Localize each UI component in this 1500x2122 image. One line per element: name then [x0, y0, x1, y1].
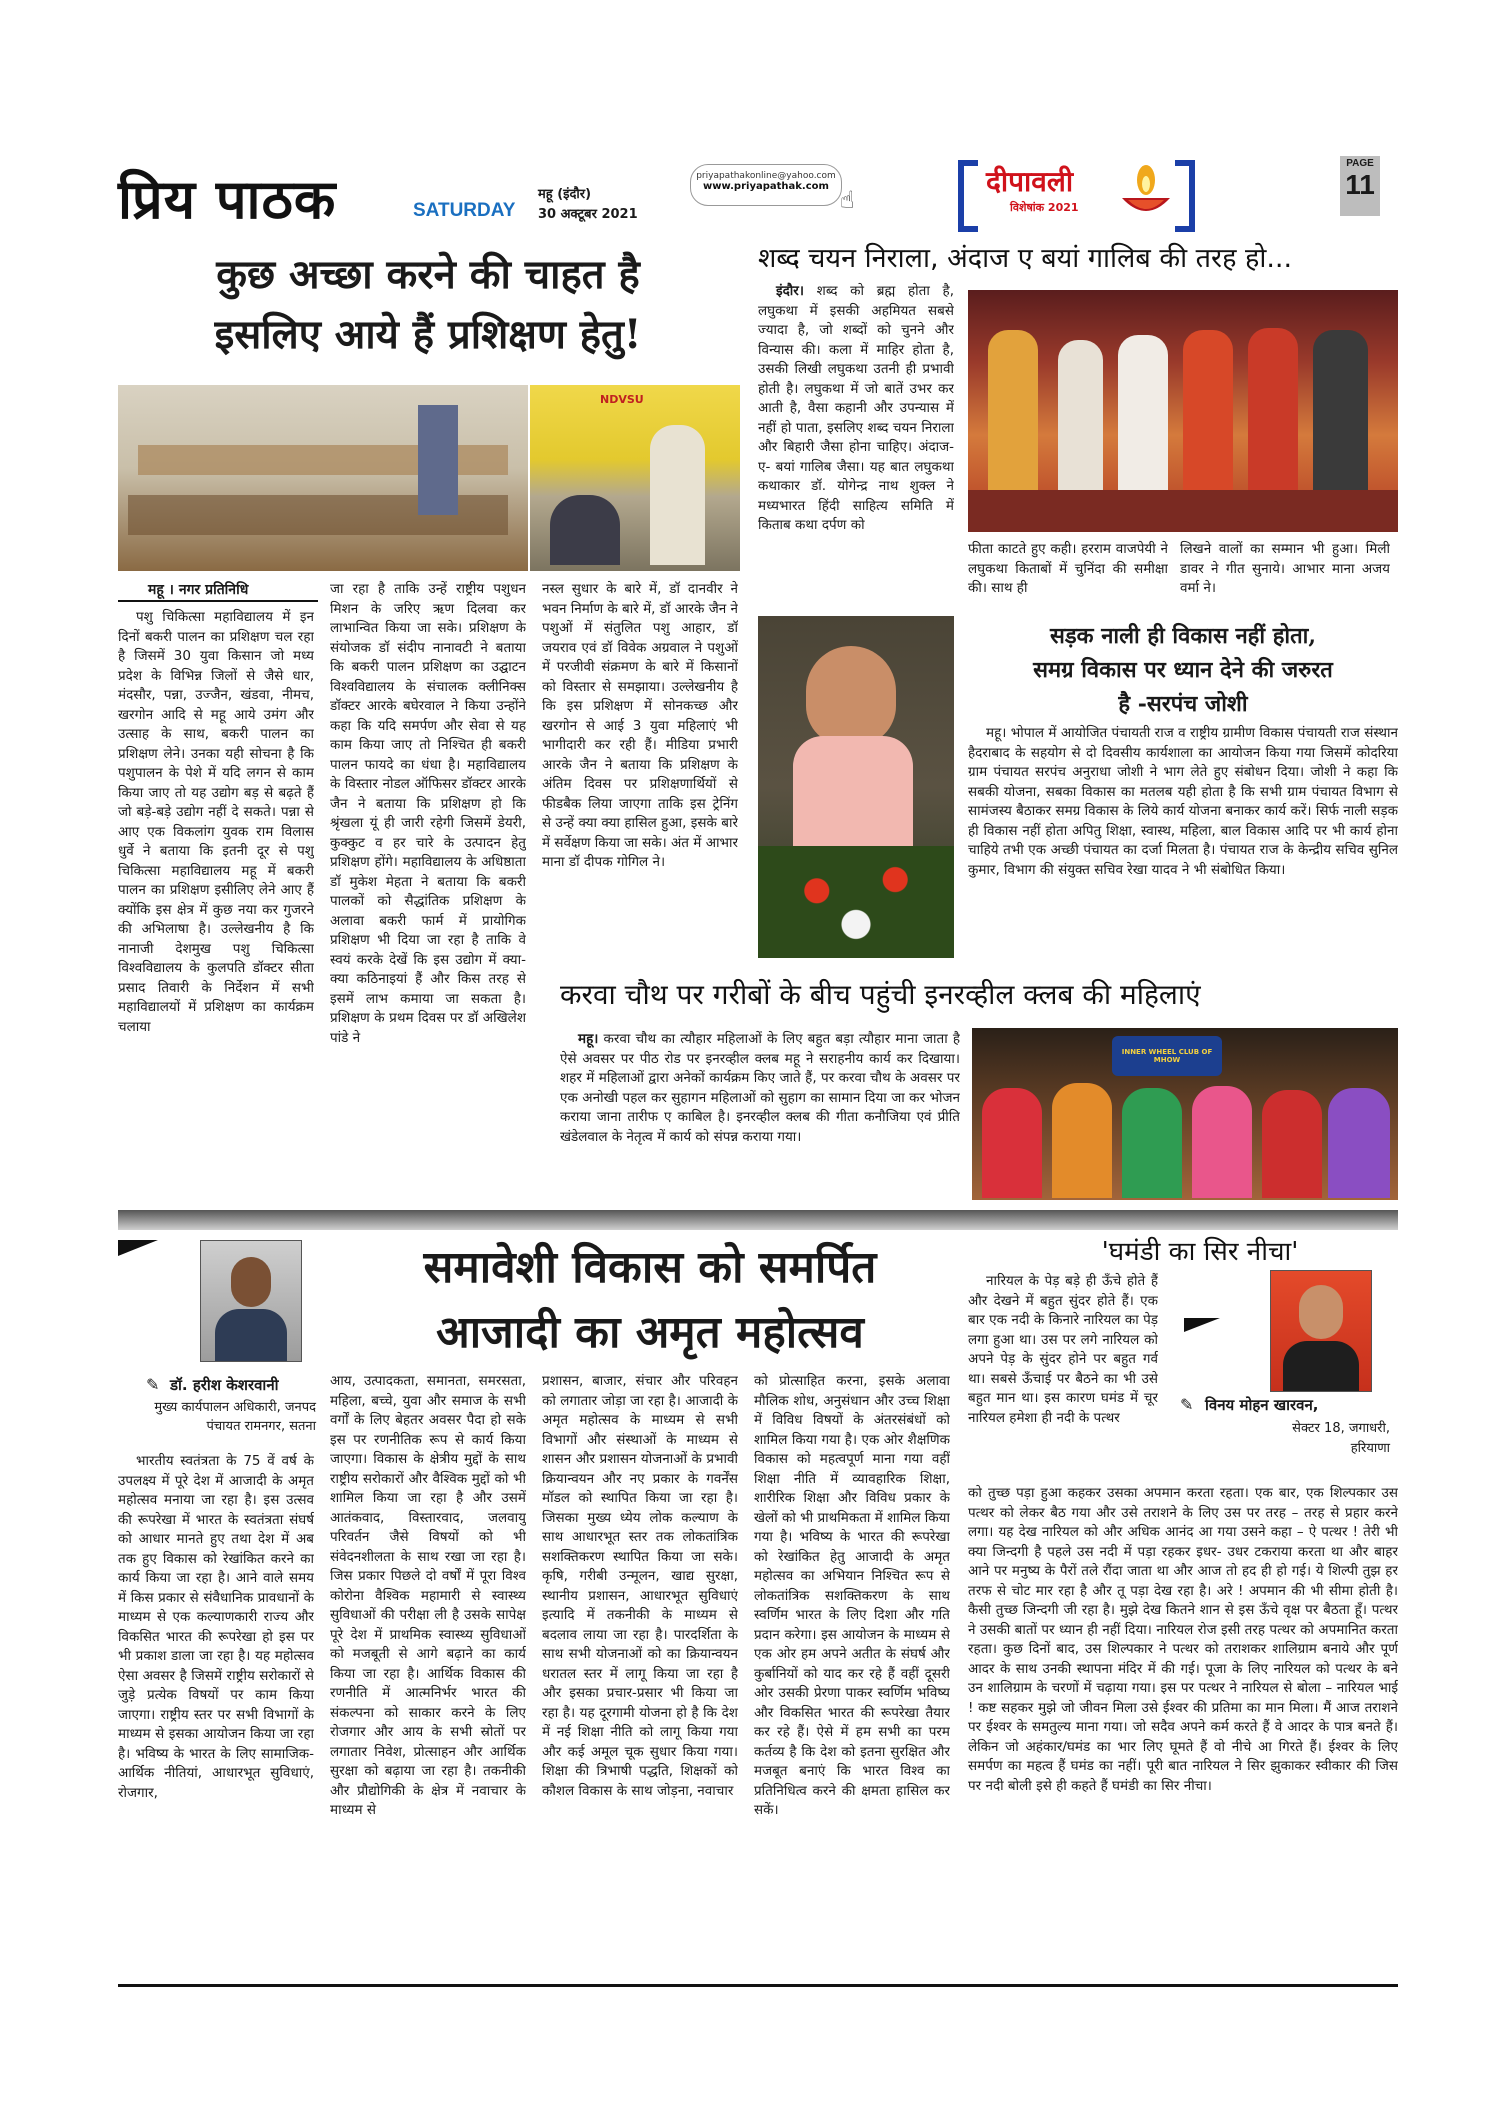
story2-column-1 [758, 282, 954, 598]
story6-intro [968, 1272, 1158, 1484]
story1-banner: NDVSU [600, 393, 644, 406]
city-label: महू (इंदौर) [538, 187, 592, 202]
bracket-right-icon [1175, 160, 1195, 232]
story5-author-role: मुख्य कार्यपालन अधिकारी, जनपद पंचायत रामनगर, सतना [154, 1400, 316, 1434]
date-label: 30 अक्टूबर 2021 [538, 207, 638, 222]
contact-box [690, 164, 842, 206]
story6-author-addr2: हरियाणा [1350, 1441, 1390, 1456]
story3-headline-3: है -सरपंच जोशी [1118, 691, 1248, 717]
website-link[interactable]: www.priyapathak.com [703, 181, 829, 192]
story6-intro-text: नारियल के पेड़ बड़े ही ऊँचे होते हैं और देखने में बहुत सुंदर होते हैं। एक बार एक नदी के किनारे नारियल का पेड़ लगा हुआ था। उस पर लगे नारियल को अपने पेड़ के सुंदर होने पर बहुत गर्व था। सबसे ऊँचाई पर बैठने का भी उसे बहुत मान था। इस कारण घमंड में चूर नारियल हमेशा ही नदी के पत्थर [968, 1273, 1158, 1426]
story6-author-photo [1270, 1270, 1372, 1392]
story4-innerwheel-photo [972, 1028, 1398, 1200]
story6-headline: 'घमंडी का सिर नीचा' [1101, 1237, 1299, 1267]
story6-body [968, 1484, 1398, 1972]
story1-column-1 [118, 608, 314, 1200]
diwali-subtitle: विशेषांक 2021 [1010, 201, 1079, 214]
story5-column-1 [118, 1452, 314, 1972]
story2-headline: शब्द चयन निराला, अंदाज ए बयां गालिब की तरह हो... [758, 243, 1293, 274]
story1-col3-text: नस्ल सुधार के बारे में, डॉ दानवीर ने भवन निर्माण के बारे में, डॉ आरके जैन ने पशुओं में संतुलित पशु आहार, डॉ जयराव एवं डॉ विवेक अग्रवाल ने पशुओं में परजीवी संक्रमण के बारे में किसानों को विस्तार से समझाया। उल्लेखनीय है कि इस प्रशिक्षण में सोनकच्छ और खरगोन से आई 3 युवा महिलाएं भी भागीदारी कर रही हैं। मीडिया प्रभारी आरके जैन ने बताया कि प्रशिक्षण के अंतिम दिवस पर प्रशिक्षणार्थियों से फीडबैक लिया जाएगा ताकि इस ट्रेनिंग से उन्हें क्या क्या हासिल हुआ, इसके बारे में सर्वेक्षण किया जा सके। अंत में आभार माना डॉ दीपक गोगिल ने। [542, 581, 738, 870]
page-label: PAGE [1346, 158, 1374, 169]
story5-headline-1: समावेशी विकास को समर्पित [423, 1242, 877, 1293]
pen-icon-2: ✎ [1180, 1395, 1194, 1414]
page-number-box [1340, 156, 1380, 216]
divider-arrow-left [118, 1240, 158, 1256]
story5-col3-text: प्रशासन, बाजार, संचार और परिवहन को लगातार जोड़ा जा रहा है। आजादी के अमृत महोत्सव के माध्यम से सभी विभागों और संस्थाओं के माध्यम से शासन और प्रशासन योजनाओं के प्रभावी क्रियान्वयन और नए प्रकार के गवर्नेंस मॉडल को स्थापित किया जा रहा है। जिसका मुख्य ध्येय लोक कल्याण के साथ आधारभूत स्तर तक लोकतांत्रिक सशक्तिकरण स्थापित किया जा सके। कृषि, गरीबी उन्मूलन, खाद्य सुरक्षा, स्थानीय प्रशासन, आधारभूत सुविधाएं इत्यादि में तकनीकी के माध्यम से बदलाव लाया जा रहा है। पारदर्शिता के साथ सभी योजनाओं को का क्रियान्वयन धरातल स्तर में लागू किया जा रहा है और इसका प्रचार-प्रसार भी किया जा रहा है। यह दूरगामी योजना हो है कि देश में नई शिक्षा नीति को लागू किया गया और कई अमूल चूक सुधार किया गया। शिक्षा की त्रिभाषी पद्धति, शिक्षकों को कौशल विकास के साथ जोड़ना, नवाचार [542, 1373, 738, 1799]
diya-lamp-icon [1118, 162, 1174, 220]
story2-column-3 [1180, 540, 1390, 600]
story4-headline: करवा चौथ पर गरीबों के बीच पहुंची इनरव्हील क्लब की महिलाएं [560, 978, 1201, 1011]
page-number: 11 [1345, 169, 1375, 200]
diwali-title: दीपावली [986, 165, 1074, 198]
story1-trainer-photo [530, 385, 740, 571]
day-label: SATURDAY [413, 200, 516, 221]
story3-headline-2: समग्र विकास पर ध्यान देने की जरुरत [1033, 657, 1333, 683]
story3-body [968, 724, 1398, 956]
story2-dateline: इंदौर। [776, 283, 804, 299]
diwali-emblem [958, 160, 1203, 224]
story1-headline-2: इसलिए आये हैं प्रशिक्षण हेतु! [214, 311, 642, 358]
story5-col4-text: को प्रोत्साहित करना, इसके अलावा मौलिक शोध, अनुसंधान और उच्च शिक्षा में विविध विषयों के अंतरसंबंधों को शामिल किया गया है। एक ओर शैक्षणिक विकास को महत्वपूर्ण माना गया वहीं शिक्षा नीति में व्यावहारिक शिक्षा, शारीरिक शिक्षा और विविध प्रकार के खेलों को भी प्राथमिकता में शामिल किया गया है। भविष्य के भारत की रूपरेखा को रेखांकित हेतु आजादी के अमृत महोत्सव का अभियान निश्चित रूप से लोकतांत्रिक सशक्तिकरण के साथ स्वर्णिम भारत के लिए दिशा और गति प्रदान करेगा। इस आयोजन के माध्यम से एक ओर हम अपने अतीत के संघर्ष और कुर्बानियों को याद कर रहे हैं वहीं दूसरी ओर उसकी प्रेरणा पाकर स्वर्णिम भविष्य और विकसित भारत की रूपरेखा तैयार कर रहे हैं। ऐसे में हम सभी का परम कर्तव्य है कि देश को इतना सुरक्षित और मजबूत बनाएं कि भारत विश्व का प्रतिनिधित्व करने की क्षमता हासिल कर सकें। [754, 1373, 950, 1818]
divider-arrow-right [1184, 1318, 1220, 1332]
story1-column-2 [330, 580, 526, 1200]
story4-dateline: महू। [578, 1031, 599, 1047]
story4-banner: INNER WHEEL CLUB OF MHOW [1121, 1048, 1213, 1064]
story6-author: विनय मोहन खारवन, [1205, 1396, 1319, 1414]
story1-column-3 [542, 580, 738, 980]
story5-author: डॉ. हरीश केशरवानी [170, 1376, 279, 1394]
story1-headline-1: कुछ अच्छा करने की चाहत है [216, 251, 640, 298]
bracket-left-icon [958, 160, 978, 232]
story1-col2-text: जा रहा है ताकि उन्हें राष्ट्रीय पशुधन मिशन के जरिए ऋण दिलवा कर लाभान्वित किया जा सके। प्रशिक्षण के संयोजक डॉ संदीप नानावटी ने बताया कि बकरी पालन प्रशिक्षण का उद्घाटन विश्वविद्यालय के संचालक क्लीनिक्स डॉक्टर आरके बघेरवाल ने किया उन्होंने कहा कि यदि समर्पण और सेवा से यह काम किया जाए तो निश्चित ही बकरी पालन फायदे का धंधा है। महाविद्यालय के विस्तार नोडल ऑफिसर डॉक्टर आरके जैन ने बताया कि प्रशिक्षण हो कि श्रृंखला यूं ही जारी रहेगी जिसमें डेयरी, कुक्कुट व हर चारे के उत्पादन हेतु प्रशिक्षण होंगे। महाविद्यालय के अधिष्ठाता डॉ मुकेश मेहता ने बताया कि बकरी पालकों को सैद्धांतिक प्रशिक्षण के अलावा बकरी फार्म में प्रायोगिक प्रशिक्षण भी दिया जा रहा है ताकि वे स्वयं करके देखें कि इस उद्योग में क्या-क्या कठिनाइयां हैं और किस तरह से इसमें लाभ कमाया जा सकता है। प्रशिक्षण के प्रथम दिवस पर डॉ अखिलेश पांडे ने [330, 581, 526, 1046]
story2-book-launch-photo [968, 290, 1398, 532]
page-bottom-rule [118, 1984, 1398, 1987]
story1-col1-text: पशु चिकित्सा महाविद्यालय में इन दिनों बकरी पालन का प्रशिक्षण चल रहा है जिसमें 30 युवा किसान जो मध्य प्रदेश के विभिन्न जिलों से जैसे धार, मंदसौर, पन्ना, उज्जैन, खंडवा, नीमच, खरगोन आदि से महू आये उमंग और उत्साह के साथ, बकरी पालन का प्रशिक्षण लेने। उनका यही सोचना है कि पशुपालन के पेशे में यदि लगन से काम किया जाए तो यह उद्योग बड़ से बढ़ते हैं जो बड़े-बड़े उद्योग नहीं दे सकते। पन्ना से आए एक विकलांग युवक राम विलास धुर्वे ने बताया कि इतनी दूर से पशु चिकित्सा महाविद्यालय महू में बकरी पालन का प्रशिक्षण इसीलिए लेने आए हैं क्योंकि इस क्षेत्र में कुछ नया कर गुजरने की अभिलाषा है। उल्लेखनीय है कि नानाजी देशमुख पशु चिकित्सा विश्वविद्यालय के कुलपति डॉक्टर सीता प्रसाद तिवारी के निर्देशन में सभी महाविद्यालयों में प्रशिक्षण का कार्यक्रम चलाया [118, 609, 314, 1035]
story5-headline-2: आजादी का अमृत महोत्सव [436, 1307, 864, 1358]
story6-author-addr1: सेक्टर 18, जगाधरी, [1292, 1421, 1390, 1436]
story5-column-4 [754, 1372, 950, 1972]
story3-headline-1: सड़क नाली ही विकास नहीं होता, [1050, 623, 1316, 649]
story5-col2-text: आय, उत्पादकता, समानता, समरसता, महिला, बच्चे, युवा और समाज के सभी वर्गों के लिए बेहतर अवसर पैदा हो सके इस पर रणनीतिक रूप से कार्य किया जाएगा। विकास के क्षेत्रीय मुद्दों के साथ राष्ट्रीय सरोकारों और वैश्विक मुद्दों को भी शामिल किया जा रहा है और उसमें आतंकवाद, विस्तारवाद, जलवायु परिवर्तन जैसे विषयों को भी संवेदनशीलता के साथ रखा जा रहा है। जिस प्रकार पिछले दो वर्षों में पूरा विश्व कोरोना वैश्विक महामारी से स्वास्थ्य सुविधाओं की परीक्षा ली है उसके सापेक्ष पूरे देश में प्राथमिक स्वास्थ्य सुविधाओं को मजबूती से आगे बढ़ाने का कार्य किया जा रहा है। आर्थिक विकास की रणनीति में आत्मनिर्भर भारत की संकल्पना को साकार करने के लिए रोजगार और आय के सभी स्रोतों पर लगातार निवेश, प्रोत्साहन और आर्थिक सुरक्षा को बढ़ाया जा रहा है। तकनीकी और प्रौद्योगिकी के क्षेत्र में नवाचार के माध्यम से [330, 1373, 526, 1818]
story3-body-text: महू। भोपाल में आयोजित पंचायती राज व राष्ट्रीय ग्रामीण विकास पंचायती राज संस्थान हैदराबाद के सहयोग से दो दिवसीय कार्यशाला का आयोजन किया गया जिसमें कोदरिया ग्राम पंचायत सरपंच अनुराधा जोशी ने भाग लेते हुए संबोधन दिया। जोशी ने कहा कि सबकी योजना, सबका विकास का मतलब यही होता है कि सभी ग्राम पंचायत विभाग से सामंजस्य बैठाकर समग्र विकास के लिये कार्य योजना बनाकर कार्य करें। सिर्फ नाली सड़क ही विकास नहीं होता अपितु शिक्षा, स्वास्थ, महिला, बाल विकास आदि पर भी कार्य होना चाहिये तभी एक अच्छी पंचायत का दर्जा मिलता है। पंचायत राज के केन्द्रीय सचिव सुनिल कुमार, विभाग की संयुक्त सचिव रेखा यादव ने भी संबोधित किया। [968, 725, 1398, 878]
story1-classroom-photo [118, 385, 528, 571]
story4-body-text: करवा चौथ का त्यौहार महिलाओं के लिए बहुत बड़ा त्यौहार माना जाता है ऐसे अवसर पर पीठ रोड पर इनरव्हील क्लब महू ने सराहनीय कार्य कर दिखाया। शहर में महिलाओं द्वारा अनेकों कार्यक्रम किए जाते हैं, पर करवा चौथ के अवसर पर एक अनोखी पहल कर सुहागन महिलाओं को सुहाग का सामान दिया जा कर भोजन कराया जाना तारीफ ए काबिल है। इनरव्हील क्लब की गीता कनौजिया एवं प्रीति खंडेलवाल के नेतृत्व में कार्य को संपन्न कराया गया। [560, 1031, 960, 1145]
story5-col1-text: भारतीय स्वतंत्रता के 75 वें वर्ष के उपलक्ष्य में पूरे देश में आजादी के अमृत महोत्सव मनाया जा रहा है। इस उत्सव की रूपरेखा में भारत के स्वतंत्रता संघर्ष को आधार मानते हुए तथा देश में अब तक हुए विकास को रेखांकित करने का कार्य किया जा रहा है। आने वाले समय में किस प्रकार से संवैधानिक प्रावधानों के माध्यम से एक कल्याणकारी राज्य और विकसित भारत की रूपरेखा हो इस पर भी प्रकाश डाला जा रहा है। यह महोत्सव ऐसा अवसर है जिसमें राष्ट्रीय सरोकारों से जुड़े प्रत्येक विषयों पर काम किया जाएगा। राष्ट्रीय स्तर पर सभी विभागों के माध्यम से इसका आयोजन किया जा रहा है। भविष्य के भारत के लिए सामाजिक-आर्थिक नीतियां, आधारभूत सुविधाएं, रोजगार, [118, 1453, 314, 1801]
story2-col2-text: फीता काटते हुए कही। हरराम वाजपेयी ने लघुकथा किताबों में चुनिंदा की समीक्षा की। साथ ही [968, 541, 1168, 596]
pointer-hand-icon: ☝ [840, 186, 855, 214]
story5-column-2 [330, 1372, 526, 1972]
story4-body [560, 1030, 960, 1202]
story5-column-3 [542, 1372, 738, 1972]
story2-column-2 [968, 540, 1168, 600]
pen-icon: ✎ [146, 1375, 160, 1394]
section-divider [118, 1210, 1398, 1230]
story6-body-text: को तुच्छ पड़ा हुआ कहकर उसका अपमान करता रहता। एक बार, एक शिल्पकार उस पत्थर को लेकर बैठ गया और उसे तराशने के लिए उस पर तरह – तरह से प्रहार करने लगा। यह देख नारियल को और अधिक आनंद आ गया उसने कहा – ऐ पत्थर ! तेरी भी क्या जिन्दगी है पहले उस नदी में पड़ा रहकर इधर- उधर टकराया करता था और बाहर आने पर मनुष्य के पैरों तले रौंदा जाता था और आज तो हद ही हो गई। ये शिल्पी तुझ हर तरफ से चोट मार रहा है और तू पड़ा देख रहा है। अरे ! अपमान की भी सीमा होती है। कैसी तुच्छ जिन्दगी जी रहा है। मुझे देख कितने शान से इस ऊँचे वृक्ष पर बैठता हूँ। पत्थर ने उसकी बातों पर ध्यान ही नहीं दिया। नारियल रोज इसी तरह पत्थर को अपमानित करता रहता। कुछ दिनों बाद, उस शिल्पकार ने पत्थर को तराशकर शालिग्राम बनाये और पूर्ण आदर के साथ उनकी स्थापना मंदिर में की गई। पूजा के लिए नारियल को पत्थर के बने उन शालिग्राम के चरणों में चढ़ाया गया। इस पर पत्थर ने नारियल से बोला – नारियल भाई ! कष्ट सहकर मुझे जो जीवन मिला उसे ईश्वर की प्रतिमा का मान मिला। मैं आज तराशने पर ईश्वर के समतुल्य माना गया। जो सदैव अपने कर्म करते हैं वे आदर के पात्र बनते हैं। लेकिन जो अहंकार/घमंड का भार लिए घूमते हैं वो नीचे आ गिरते हैं। ईश्वर के लिए समर्पण का महत्व हैं घमंड का नहीं। पूरी बात नारियल ने सिर झुकाकर स्वीकार की जिस पर नदी बोली इसे ही कहते हैं घमंडी का सिर नीचा। [968, 1485, 1398, 1794]
story5-author-photo [200, 1240, 302, 1362]
email-link[interactable]: priyapathakonline@yahoo.com [696, 171, 836, 181]
masthead [118, 160, 1388, 230]
story3-sarpanch-photo [758, 616, 954, 958]
story2-col3-text: लिखने वालों का सम्मान भी हुआ। मिली डावर ने गीत सुनाये। आभार माना अजय वर्मा ने। [1180, 541, 1390, 596]
newspaper-title: प्रिय पाठक [118, 167, 337, 231]
story2-col1-text: शब्द को ब्रह्म होता है, लघुकथा में इसकी अहमियत सबसे ज्यादा है, जो शब्दों को चुनने और विन्यास की। कला में माहिर होता है, उसकी लिखी लघुकथा उतनी ही प्रभावी होती है। लघुकथा में जो बातें उभर कर आती है, वैसा कहानी और उपन्यास में नहीं हो पाता, इसलिए शब्द चयन निराला और बिहारी जैसा होना चाहिए। अंदाज-ए- बयां गालिब जैसा। यह बात लघुकथा कथाकार डॉ. योगेन्द्र नाथ शुक्ल ने मध्यभारत हिंदी साहित्य समिति में किताब कथा दर्पण को [758, 283, 954, 533]
story1-byline: महू । नगर प्रतिनिधि [148, 582, 249, 598]
